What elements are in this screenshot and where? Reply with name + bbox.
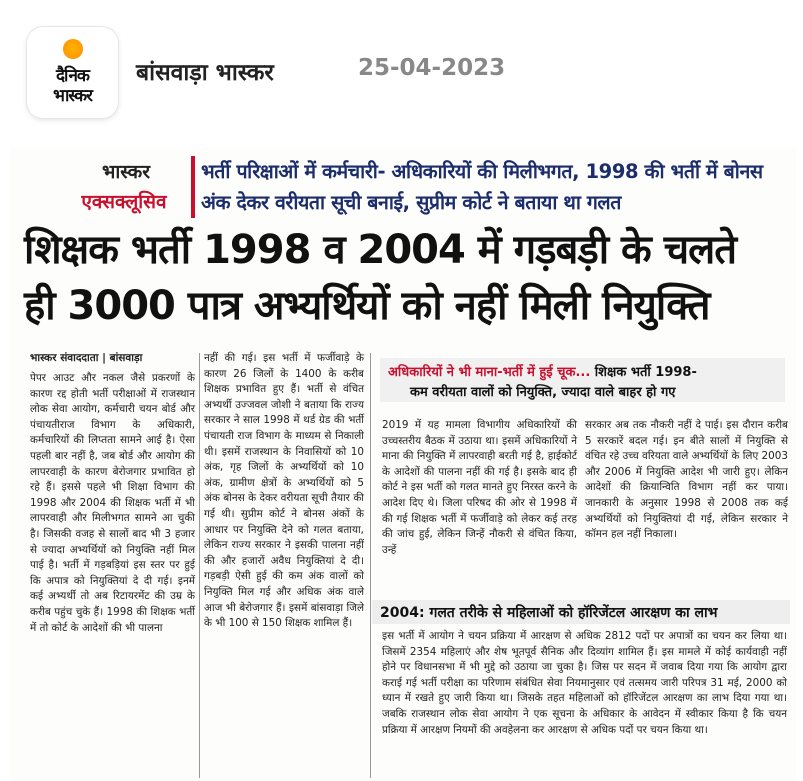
headline-line-2: ही 3000 पात्र अभ्यर्थियों को नहीं मिली नियुक्ति (24, 283, 710, 329)
logo-text-line1: दैनिक (56, 66, 89, 86)
headline-line-1: शिक्षक भर्ती 1998 व 2004 में गड़बड़ी के चलते (24, 227, 737, 273)
subheading-red-part: अधिकारियों ने भी माना-भर्ती में हुई चूक... (388, 365, 591, 380)
column-divider (370, 353, 371, 778)
exclusive-tag-brand: भास्कर (101, 161, 151, 183)
article-column-1: पेपर आउट और नकल जैसे प्रकरणों के कारण रद्द होती भर्ती परीक्षाओं में राजस्थान लोक सेवा आयोग, कर्मचारी चयन बोर्ड और पंचायतीराज विभाग के अधिकारी, कर्मचारियों की लिप्तता सामने आई है। ऐसा पहली बार नहीं है, जब बोर्ड और आयोग की लापरवाही के कारण बेरोजगार प्रभावित हो रहे हैं। इससे पहले भी शिक्षा विभाग की 1998 और 2004 की शिक्षक भर्ती में भी लापरवाही और मिलीभगत सामने आ चुकी है। जिसकी वजह से सालों बाद भी 3 हजार से ज्यादा अभ्यर्थियों को नियुक्ति नहीं मिल पाई है। भर्ती में गड़बड़ियां इस स्तर पर हुई कि अपात्र को नियुक्तियां दे दी गई। इनमें कई अभ्यर्थी तो अब रिटायरमेंट की उम्र के करीब पहुंच चुके हैं। 1998 की शिक्षक भर्ती में तो कोर्ट के आदेशों की भी पालना (30, 372, 195, 634)
subheading-officials-admit (380, 358, 785, 402)
sun-icon (63, 39, 83, 59)
column-divider (199, 353, 200, 778)
subheading-2004-reservation: 2004: गलत तरीके से महिलाओं को हॉरिजेंटल आरक्षण का लाभ (372, 600, 790, 624)
article-column-4: सरकार अब तक नौकरी नहीं दे पाई। इस दौरान करीब 5 सरकारें बदल गई। इन बीते सालों में नियुक्ति से वंचित रहे उच्च वरियता वाले अभ्यर्थियों के लिए 2003 और 2006 में नियुक्ति आदेश भी जारी हुए। लेकिन आदेशों की क्रियान्विति विभाग नहीं कर पाया। जानकारी के अनुसार 1998 से 2008 तक कई अभ्यर्थियों को नियुक्तियां दी गई, लेकिन सरकार ने कॉमन हल नहीं निकाला। (585, 419, 788, 541)
subheading-line-2: कम वरीयता वालों को नियुक्ति, ज्यादा वाले बाहर हो गए (410, 385, 676, 400)
subheading-line-1 (388, 362, 697, 380)
kicker-text: भर्ती परिक्षाओं में कर्मचारी- अधिकारियों की मिलीभगत, 1998 की भर्ती में बोनस अंक देकर वरीयता सूची बनाई, सुप्रीम कोर्ट ने बताया था गलत (201, 160, 763, 214)
article-column-2: नहीं की गई। इस भर्ती में फर्जीवाड़े के कारण 26 जिलों के 1400 के करीब शिक्षक प्रभावित हुए हैं। भर्ती से वंचित अभ्यर्थी उज्जवल जोशी ने बताया कि राज्य सरकार ने साल 1998 में थर्ड ग्रेड की भर्ती पंचायती राज विभाग के माध्यम से निकाली थी। इसमें राजस्थान के निवासियों को 10 अंक, गृह जिलों के अभ्यर्थियों को 10 अंक, ग्रामीण क्षेत्रों के अभ्यर्थियों को 5 अंक बोनस के देकर वरीयता सूची तैयार की गई थी। सुप्रीम कोर्ट ने बोनस अंकों के आधार पर नियुक्ति देने को गलत बताया, लेकिन राज्य सरकार ने इसकी पालना नहीं की और हजारों अवैध नियुक्तियां दे दी। गड़बड़ी ऐसी हुई की कम अंक वालों को नियुक्ति मिल गई और अधिक अंक वाले आज भी बेरोजगार हैं। इसमें बांसवाड़ा जिले के भी 100 से 150 शिक्षक शामिल हैं। (204, 352, 364, 630)
dainik-bhaskar-logo[interactable] (27, 27, 118, 118)
share-header (0, 0, 803, 140)
logo-text-line2: भास्कर (53, 86, 92, 106)
publication-name: बांसवाड़ा भास्कर (136, 60, 274, 86)
exclusive-tag-label: एक्सक्लूसिव (81, 191, 167, 213)
article-column-3: 2019 में यह मामला विभागीय अधिकारियों की उच्चस्तरीय बैठक में उठाया था। इसमें अधिकारियों ने माना की नियुक्ति में लापरवाही बरती गई है, हाईकोर्ट के आदेशों की पालना नहीं की गई है। इसके बाद ही कोर्ट ने इस भर्ती को गलत मानते हुए निरस्त करने के आदेश दिए थे। जिला परिषद की ओर से 1998 में की गई शिक्षक भर्ती में फर्जीवाड़े को लेकर कई तरह की जांच हुई, लेकिन जिन्हें नौकरी से वंचित किया, उन्हें (382, 419, 577, 556)
article-column-5: इस भर्ती में आयोग ने चयन प्रक्रिया में आरक्षण से अधिक 2812 पदों पर अपात्रों का चयन कर लिया था। जिसमें 2354 महिलाएं और शेष भूतपूर्व सैनिक और दिव्यांग शामिल हैं। इस मामले में कोई कार्यवाही नहीं होने पर विधानसभा में भी मुद्दे को उठाया जा चुका है। जिस पर सदन में जवाब दिया गया कि आयोग द्वारा कराई गई भर्ती परीक्षा का परिणाम संबंधित सेवा नियमानुसार एवं तत्समय जारी परिपत्र 31 मई, 2000 को ध्यान में रखते हुए जारी किया था। जिसके तहत महिलाओं को हॉरिजेंटल आरक्षण का लाभ दिया गया था। जबकि राजस्थान लोक सेवा आयोग ने एक सूचना के अधिकार के आवेदन में स्वीकार किया है कि चयन प्रक्रिया में आरक्षण नियमों की अवहेलना कर आरक्षण से अधिक पदों पर चयन किया था। (382, 630, 787, 736)
newspaper-clipping (10, 148, 796, 781)
publication-date: 25-04-2023 (358, 55, 506, 81)
main-headline (24, 222, 794, 334)
kicker-accent-bar (191, 156, 195, 218)
byline: भास्कर संवाददाता | बांसवाड़ा (30, 352, 143, 364)
subheading-black-part: शिक्षक भर्ती 1998- (590, 365, 697, 380)
